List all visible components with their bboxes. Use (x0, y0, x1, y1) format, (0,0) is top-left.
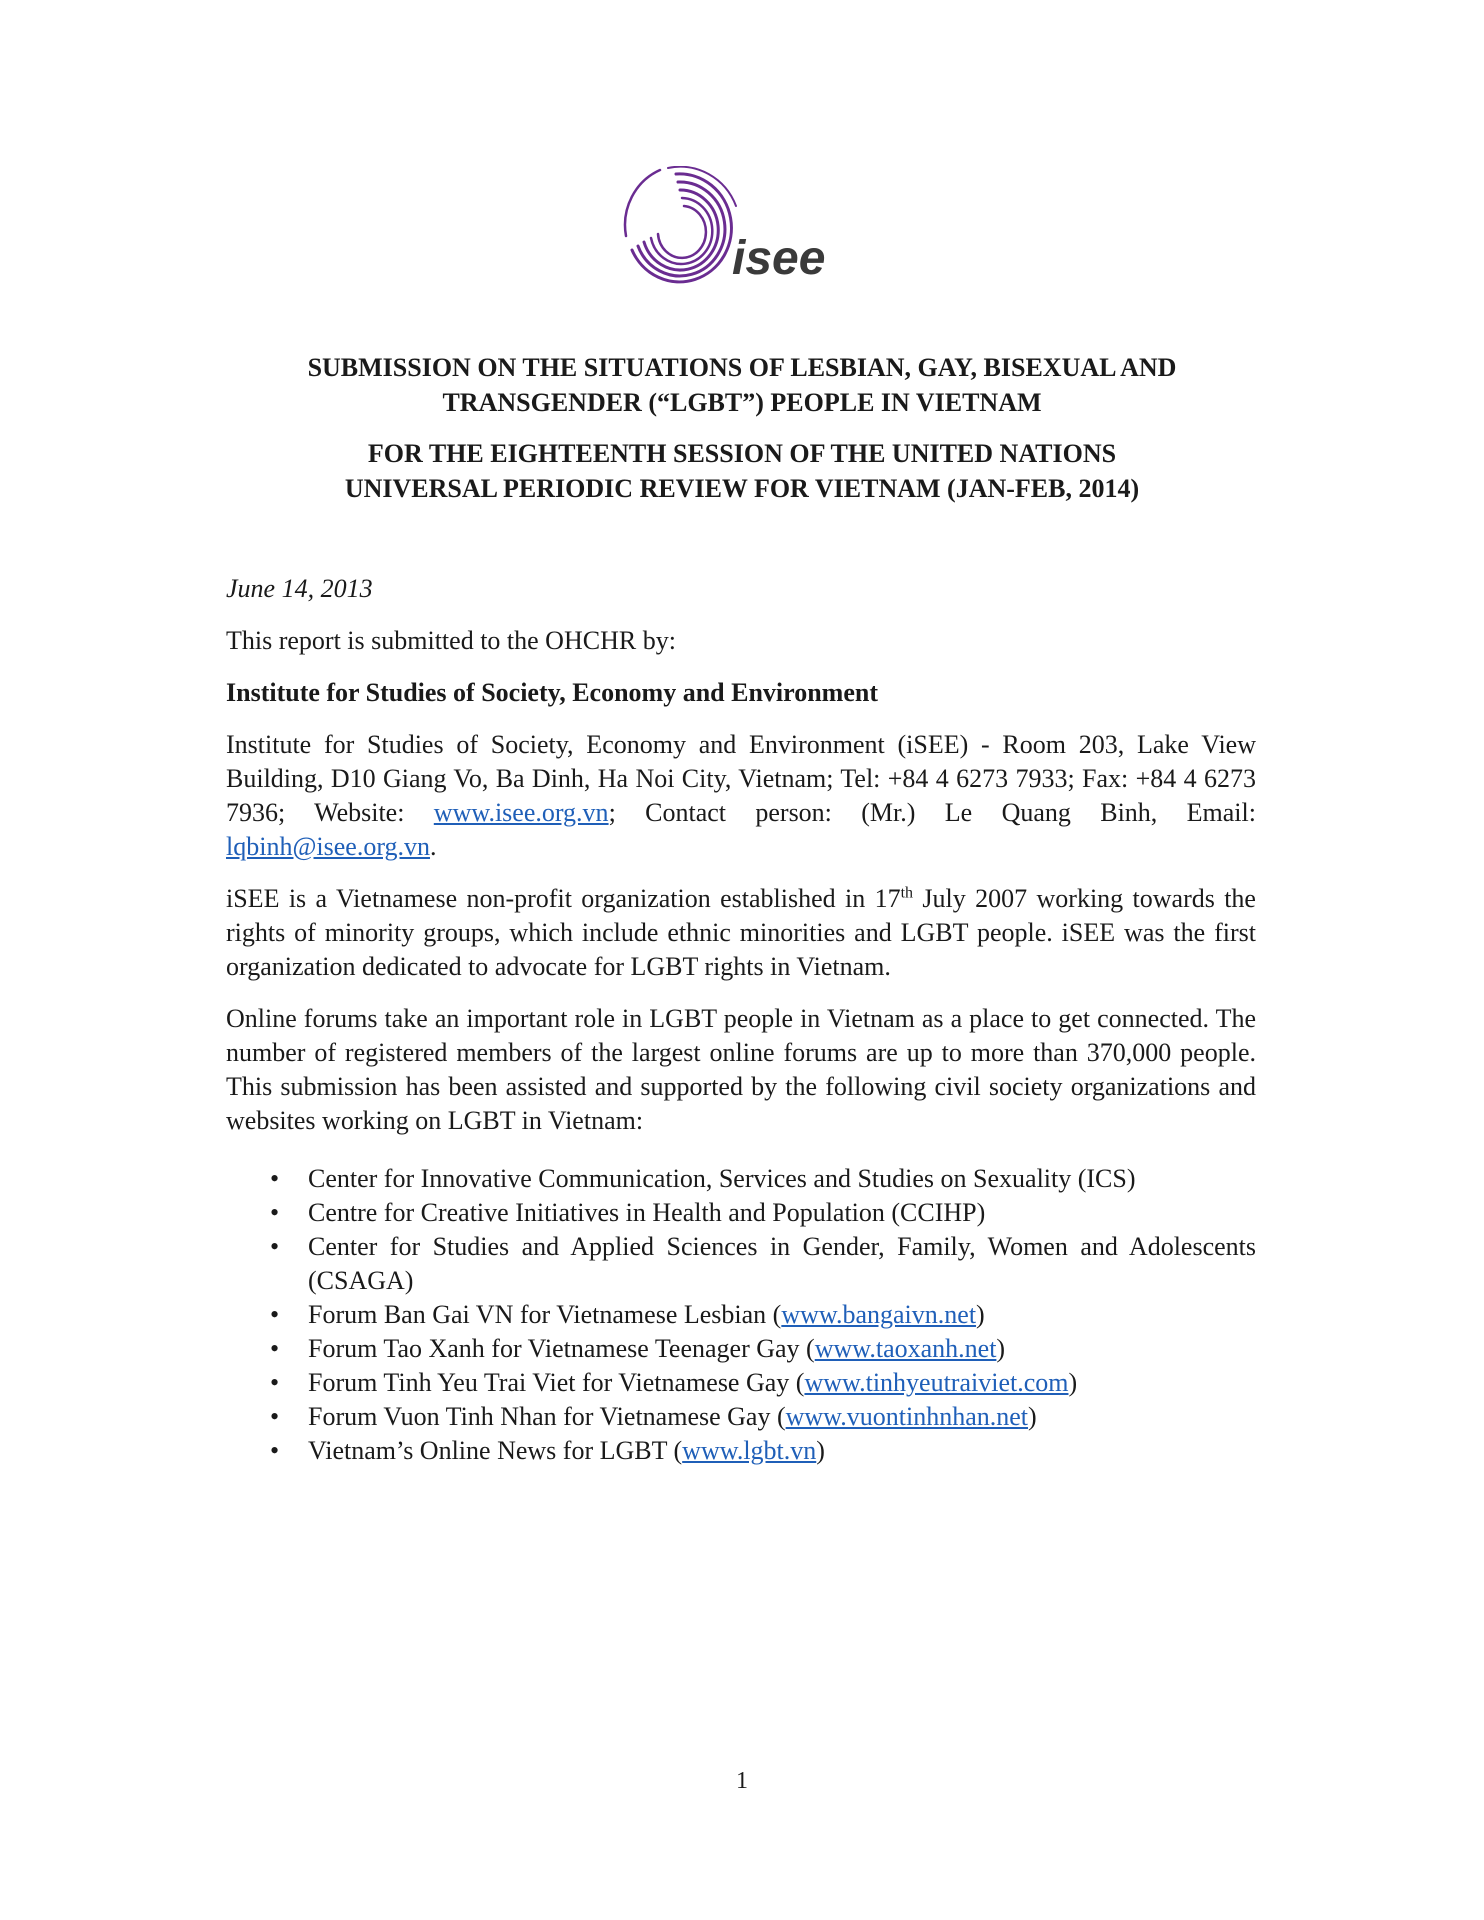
website-link[interactable]: www.isee.org.vn (433, 798, 609, 827)
list-item: • Vietnam’s Online News for LGBT (www.lgbt.vn) (308, 1434, 1256, 1468)
list-item: • Centre for Creative Initiatives in Health and Population (CCIHP) (308, 1196, 1256, 1230)
submission-date: June 14, 2013 (226, 574, 373, 603)
intro-text: This report is submitted to the OHCHR by: (226, 626, 676, 655)
about-paragraph: iSEE is a Vietnamese non-profit organization established in 17th July 2007 working towards the rights of minority groups, which include ethnic minorities and LGBT people. iSEE was the first organization dedicated to advocate for LGBT rights in Vietnam. (226, 884, 1256, 981)
document-subtitle (180, 436, 1304, 506)
lgbt-vn-link[interactable]: www.lgbt.vn (682, 1436, 817, 1465)
logo-wordmark: isee (732, 232, 826, 285)
list-item: • Forum Tao Xanh for Vietnamese Teenager Gay (www.taoxanh.net) (308, 1332, 1256, 1366)
taoxanh-link[interactable]: www.taoxanh.net (814, 1334, 997, 1363)
list-item: • Center for Innovative Communication, Services and Studies on Sexuality (ICS) (308, 1162, 1256, 1196)
supporters-list (226, 1162, 1256, 1468)
tinhyeutraiviet-link[interactable]: www.tinhyeutraiviet.com (804, 1368, 1069, 1397)
isee-logo (620, 166, 870, 296)
list-item: • Forum Ban Gai VN for Vietnamese Lesbian (www.bangaivn.net) (308, 1298, 1256, 1332)
organization-name: Institute for Studies of Society, Economy and Environment (226, 678, 878, 707)
document-title (180, 350, 1304, 420)
page-number: 1 (736, 1768, 748, 1794)
title-line-4: UNIVERSAL PERIODIC REVIEW FOR VIETNAM (JAN-FEB, 2014) (344, 474, 1140, 503)
list-item: • Forum Tinh Yeu Trai Viet for Vietnamese Gay (www.tinhyeutraiviet.com) (308, 1366, 1256, 1400)
email-link[interactable]: lqbinh@isee.org.vn (226, 832, 431, 861)
title-line-2: TRANSGENDER (“LGBT”) PEOPLE IN VIETNAM (442, 388, 1042, 417)
list-item: • Center for Studies and Applied Sciences in Gender, Family, Women and Adolescents (CSAGA) (308, 1230, 1256, 1298)
vuontinhnhan-link[interactable]: www.vuontinhnhan.net (785, 1402, 1029, 1431)
contact-paragraph: Institute for Studies of Society, Economy and Environment (iSEE) - Room 203, Lake View Building, D10 Giang Vo, Ba Dinh, Ha Noi City, Vietnam; Tel: +84 4 6273 7933; Fax: +84 4 6273 7936; Website: www.isee.org.vn; Contact person: (Mr.) Le Quang Binh, Email: lqbinh@isee.org.vn. (226, 730, 1256, 861)
document-body (226, 572, 1256, 1468)
list-item: • Forum Vuon Tinh Nhan for Vietnamese Gay (www.vuontinhnhan.net) (308, 1400, 1256, 1434)
forums-paragraph: Online forums take an important role in LGBT people in Vietnam as a place to get connected. The number of registered members of the largest online forums are up to more than 370,000 people. This submission has been assisted and supported by the following civil society organizations and websites working on LGBT in Vietnam: (226, 1004, 1256, 1135)
isee-logo-icon (620, 166, 870, 296)
title-line-3: FOR THE EIGHTEENTH SESSION OF THE UNITED NATIONS (367, 439, 1117, 468)
bangaivn-link[interactable]: www.bangaivn.net (781, 1300, 977, 1329)
title-line-1: SUBMISSION ON THE SITUATIONS OF LESBIAN, GAY, BISEXUAL AND (307, 353, 1177, 382)
